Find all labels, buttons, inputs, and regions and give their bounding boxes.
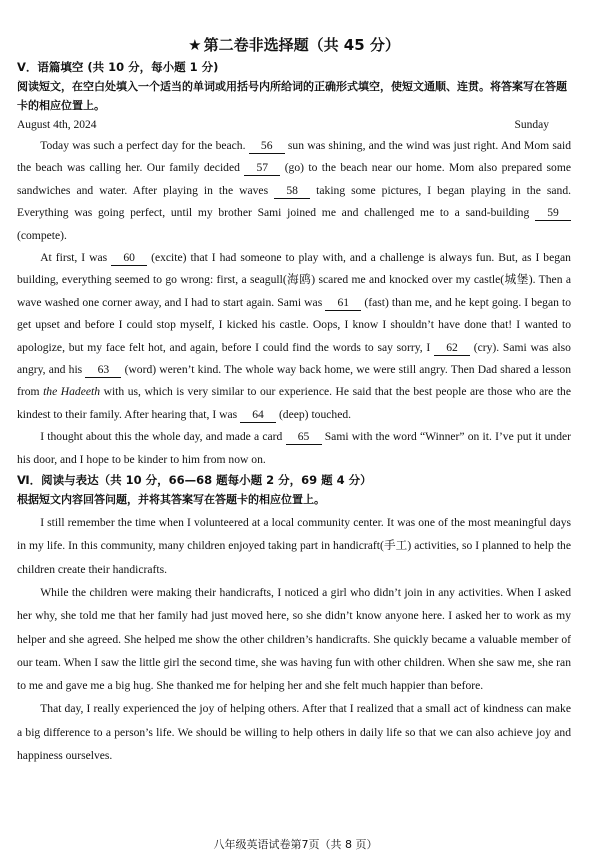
blank-57: 57 — [244, 160, 280, 176]
reading-paragraph-3: That day, I really experienced the joy of helping others. After that I realized that a small act of kindness can make a big difference to a person’s life. We should be willing to help others in daily life so that we can also achieve joy and happiness ourselves. — [17, 702, 571, 763]
blank-56: 56 — [249, 138, 285, 154]
paper-title — [17, 32, 571, 58]
blank-63: 63 — [85, 362, 121, 378]
blank-64: 64 — [240, 407, 276, 423]
blank-58: 58 — [274, 183, 310, 199]
passage-paragraph-1 — [17, 135, 571, 247]
reading-paragraph-1: I still remember the time when I volunteered at a local community center. It was one of the most meaningful days in my life. In this community, many children enjoyed taking part in handicraft(手工) activities, so I planned to help the children create their handicrafts. — [17, 516, 571, 576]
title-text: 第二卷非选择题（共 45 分） — [203, 36, 400, 54]
diary-date: August 4th, 2024 — [17, 119, 97, 131]
text-run: Sami with the word “Winner” on it. I’ve put it under his door, and I hope to be kinder to him from now on. — [17, 430, 571, 466]
blank-62: 62 — [434, 340, 470, 356]
book-title: the Hadeeth — [43, 385, 101, 399]
diary-day: Sunday — [514, 119, 549, 131]
text-run: sun was shining, and the wind was just right. And Mom said the beach was calling her. Our family decided — [17, 139, 571, 175]
blank-60: 60 — [111, 250, 147, 266]
diary-date-line — [17, 115, 571, 135]
text-run: (excite) that I had someone to play with, and a challenge is always fun. But, as I began building, everything seemed to go wrong: first, a seagull(海鸥) scared me and knocked over my castle(城堡). Then a wave washed one corner away, and I had to start again. Sami was — [17, 251, 571, 309]
text-run: taking some pictures, I began playing in the sand. Everything was going perfect, until my brother Sami joined me and challenged me to a sand-building — [17, 183, 572, 220]
text-run: (go) to the beach near our home. Mom also prepared some sandwiches and water. After playing in the waves — [17, 161, 571, 197]
passage-paragraph-2 — [17, 247, 571, 426]
section-6-heading: Ⅵ．阅读与表达（共 10 分，66—68 题每小题 2 分，69 题 4 分） — [17, 473, 372, 488]
text-run: (cry). Sami was also angry, and his — [17, 340, 571, 377]
text-run: (fast) than me, and he kept going. I began to get upset and before I could stop myself, I kicked his castle. Oops, I know I shouldn’t have done that! I wanted to apologize, but my face felt hot, and again, before I could find the words to say sorry, I — [17, 295, 571, 354]
text-run: with us, which is very similar to our experience. He said that the best people are those who are the kindest to their family. After hearing that, I was — [17, 385, 571, 421]
text-run: Today was such a perfect day for the beach. — [40, 139, 246, 152]
star-icon: ★ — [188, 36, 202, 54]
passage-paragraph-3 — [17, 426, 571, 471]
text-run: (compete). — [17, 228, 67, 242]
blank-65: 65 — [286, 429, 322, 445]
blank-59: 59 — [535, 205, 571, 221]
section-5-instruction: 阅读短文，在空白处填入一个适当的单词或用括号内所给词的正确形式填空，使短文通顺、连贯。将答案写在答题卡的相应位置上。 — [17, 80, 567, 112]
text-run: (word) weren’t kind. The whole way back home, we were still angry. Then Dad shared a lesson from — [17, 363, 572, 399]
page-footer: 八年级英语试卷第7页（共 8 页） — [213, 838, 378, 851]
section-5-heading: V．语篇填空 (共 10 分，每小题 1 分) — [17, 60, 219, 74]
blank-61: 61 — [325, 295, 361, 311]
text-run: I thought about this the whole day, and made a card — [40, 430, 283, 444]
text-run: (deep) touched. — [278, 407, 352, 421]
text-run: At first, I was — [40, 251, 108, 265]
section-6-instruction: 根据短文内容回答问题，并将其答案写在答题卡的相应位置上。 — [17, 493, 325, 507]
reading-paragraph-2: While the children were making their handicrafts, I noticed a girl who didn’t join in any activities. When I asked her why, she told me that her family had just moved here, so she didn’t know anyone here. I asked her to work as my helper and she agreed. She helped me show the other children’s handicrafts. She quickly became a valuable member of our team. When I saw the little girl the second time, she was having fun with other children. When she saw me, she ran to me and gave me a big hug. She thanked me for helping her and she felt much happier than before. — [17, 585, 571, 693]
